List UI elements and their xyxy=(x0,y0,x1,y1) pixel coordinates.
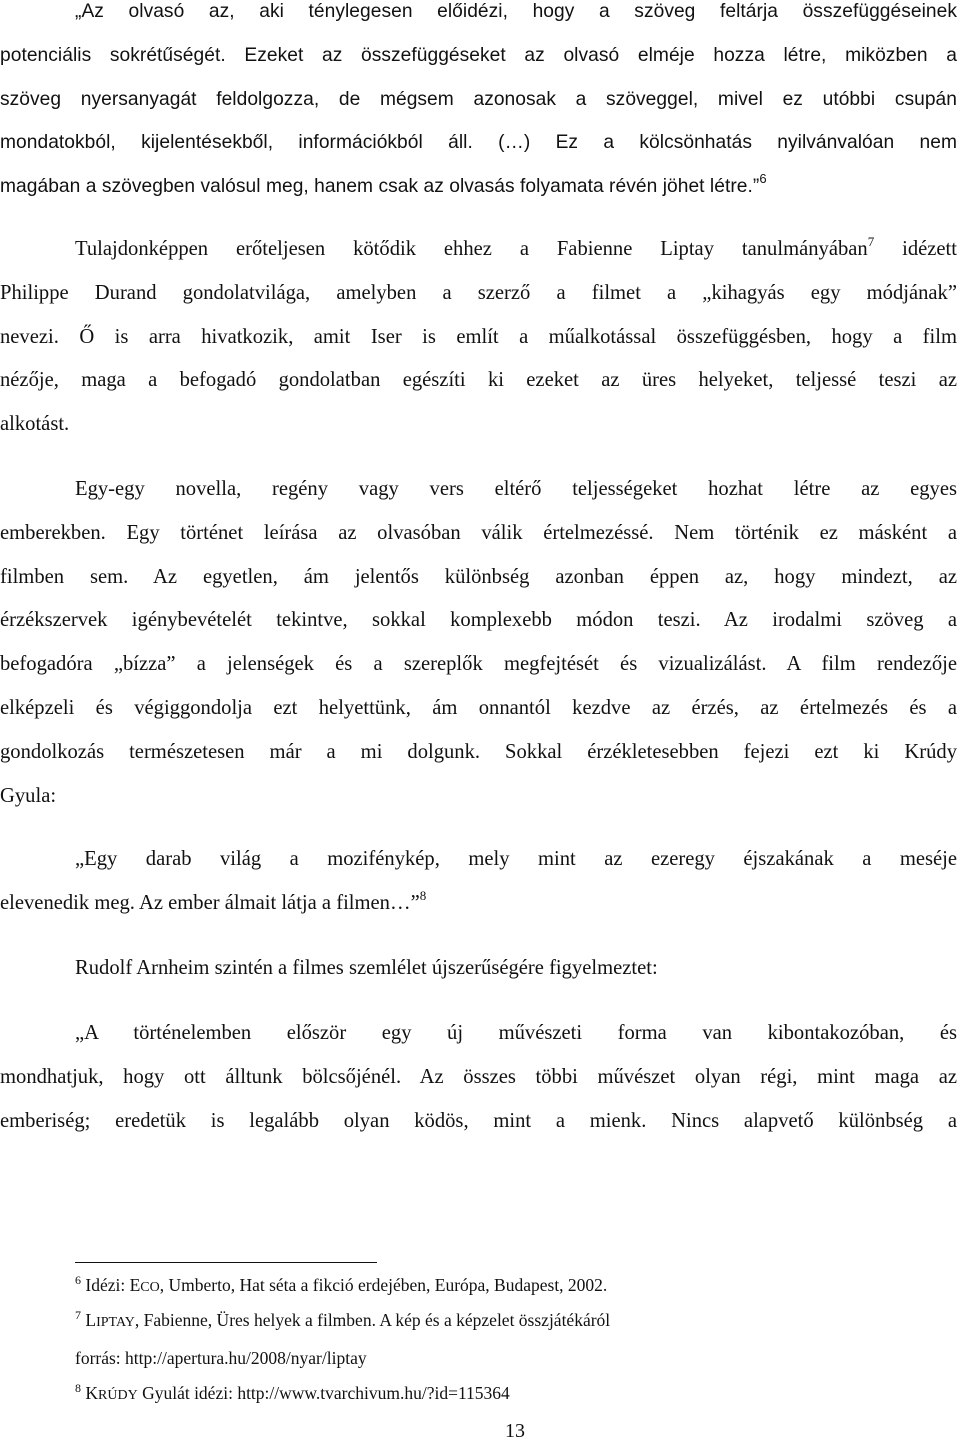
quote-line xyxy=(0,882,957,926)
footnote-number: 6 xyxy=(75,1273,81,1287)
paragraph-line-text: idézett xyxy=(874,238,957,260)
footnote-ref[interactable]: 7 xyxy=(867,234,875,249)
footnote-text: , Fabienne, Üres helyek a filmben. A kép és a képzelet összjátékáról xyxy=(134,1310,611,1330)
paragraph-line: befogadóra „bízza” a jelenségek és a szereplők megfejtését és vizualizálást. A film rendezője xyxy=(0,653,957,676)
paragraph-line-text: Tulajdonképpen erőteljesen kötődik ehhez a Fabienne Liptay tanulmányában xyxy=(75,238,868,260)
quote-line: „A történelemben először egy új művészeti forma van kibontakozóban, és xyxy=(75,1022,957,1044)
quote-line: potenciális sokrétűségét. Ezeket az összefüggéseket az olvasó elméje hozza létre, miközben a xyxy=(0,44,957,66)
footnote-prefix: L xyxy=(85,1310,97,1330)
paragraph-arnheim xyxy=(0,947,957,991)
quote-line: szöveg nyersanyagát feldolgozza, de mégsem azonosak a szöveggel, mivel ez utóbbi csupán xyxy=(0,88,957,110)
footnote-link[interactable]: forrás: http://apertura.hu/2008/nyar/liptay xyxy=(75,1348,367,1368)
paragraph-line: emberekben. Egy történet leírása az olvasóban válik értelmezéssé. Nem történik ez másként a xyxy=(0,521,957,544)
paragraph-line: Rudolf Arnheim szintén a filmes szemlélet újszerűségére figyelmeztet: xyxy=(75,957,658,979)
footnote-8 xyxy=(75,1382,510,1407)
page-number: 13 xyxy=(505,1420,525,1442)
quote-iser xyxy=(0,0,957,209)
footnote-smallcaps: RÚDY xyxy=(98,1388,138,1403)
footnote-smallcaps: IPTAY xyxy=(96,1315,135,1330)
paragraph-line: Egy-egy novella, regény vagy vers eltérő teljességeket hozhat létre az egyes xyxy=(75,478,957,500)
paragraph-line xyxy=(0,228,957,272)
footnote-prefix: K xyxy=(85,1383,99,1403)
footnote-smallcaps: CO xyxy=(140,1280,160,1295)
paragraph-line: érzékszervek igénybevételét tekintve, sokkal komplexebb módon teszi. Az irodalmi szöveg a xyxy=(0,609,957,632)
paragraph-line: alkotást. xyxy=(0,413,70,436)
paragraph-line: Philippe Durand gondolatvilága, amelyben a szerző a filmet a „kihagyás egy módjának” xyxy=(0,281,957,304)
footnote-ref[interactable]: 6 xyxy=(759,171,767,187)
paragraph-line: elképzeli és végiggondolja ezt helyettünk, ám onnantól kezdve az érzés, az értelmezés és a xyxy=(0,696,957,719)
footnote-text: , Umberto, Hat séta a fikció erdejében, Európa, Budapest, 2002. xyxy=(159,1275,608,1295)
quote-krudy xyxy=(0,838,957,926)
footnote-7-source xyxy=(75,1347,367,1369)
quote-line: „Egy darab világ a mozifénykép, mely mint az ezeregy éjszakának a meséje xyxy=(75,848,957,870)
paragraph-line: nézője, maga a befogadó gondolatban egészíti ki ezeket az üres helyeket, teljessé teszi az xyxy=(0,369,957,392)
quote-line xyxy=(0,165,957,209)
quote-line: mondhatjuk, hogy ott álltunk bölcsőjénél. Az összes többi művészet olyan régi, mint maga az xyxy=(0,1065,957,1088)
quote-line: emberiség; eredetük is legalább olyan ködös, mint a mienk. Nincs alapvető különbség a xyxy=(0,1109,957,1132)
footnote-separator xyxy=(75,1262,377,1263)
paragraph-line: gondolkozás természetesen már a mi dolgunk. Sokkal érzékletesebben fejezi ezt ki Krúdy xyxy=(0,740,957,763)
paragraph-durand xyxy=(0,228,957,447)
footnote-6 xyxy=(75,1274,607,1299)
quote-arnheim xyxy=(0,1012,957,1143)
quote-line-text: magában a szövegben valósul meg, hanem csak az olvasás folyamata révén jöhet létre.” xyxy=(0,176,760,198)
paragraph-line: filmben sem. Az egyetlen, ám jelentős különbség azonban éppen az, hogy mindezt, az xyxy=(0,565,957,588)
quote-line: mondatokból, kijelentésekből, információkból áll. (…) Ez a kölcsönhatás nyilvánvalóan nem xyxy=(0,132,957,154)
footnote-prefix: Idézi: E xyxy=(85,1275,141,1295)
footnote-ref[interactable]: 8 xyxy=(419,887,427,903)
paragraph-line: nevezi. Ő is arra hivatkozik, amit Iser is említ a műalkotással összefüggésben, hogy a film xyxy=(0,325,957,348)
footnote-number: 7 xyxy=(75,1308,81,1322)
paragraph-line: Gyula: xyxy=(0,784,57,807)
quote-line-text: elevenedik meg. Az ember álmait látja a filmen…” xyxy=(0,891,420,914)
footnote-7 xyxy=(75,1309,610,1334)
footnote-text: Gyulát idézi: http://www.tvarchivum.hu/?id=115364 xyxy=(137,1383,510,1403)
paragraph-novella xyxy=(0,468,957,818)
quote-line: „Az olvasó az, aki ténylegesen előidézi, hogy a szöveg feltárja összefüggéseinek xyxy=(75,1,957,22)
footnote-number: 8 xyxy=(75,1381,81,1395)
